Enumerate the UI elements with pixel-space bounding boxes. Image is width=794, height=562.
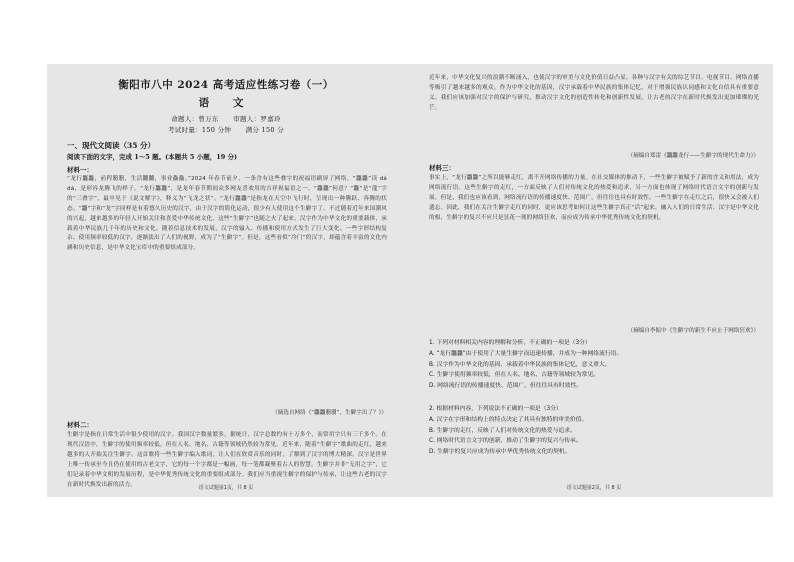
subsection-heading: 阅读下面的文字，完成 1～5 题。(本题共 5 小题，19 分) bbox=[67, 153, 238, 161]
material-1-source: （摘选自网络《“龘龘朤朤”，生僻字出了？》） bbox=[272, 410, 387, 416]
section-heading: 一、现代文阅读（35 分） bbox=[67, 141, 156, 150]
material-2-text: 生僻字是指在日常生活中很少使用的汉字。我国汉字数量繁多，据统计，汉字总数约有十万多个，而常用字只有三千多个。在现代汉语中，生僻字的使用频率较低，但在人名、地名、古籍等领域仍然较为常见。近年来，随着“生僻字”歌曲的走红，越来越多的人开始关注生僻字。这首歌将一些生僻字编入歌词，让人们在欣赏音乐的同时，了解到了汉字的博大精深。汉字是世界上唯一传承至今且仍在使用的古老文字，它的每一个字都是一幅画，每一笔都凝聚着古人的智慧。生僻字并非“无用之字”，它们记录着中华文明的发展历程，是中华优秀传统文化的重要组成部分。我们应当重视生僻字的保护与传承，让这些古老的汉字在新时代焕发出新的活力。 bbox=[67, 432, 387, 488]
question-1 bbox=[429, 338, 759, 394]
setter: 命题人：曾万东 bbox=[171, 115, 219, 123]
exam-meta-people bbox=[47, 114, 405, 123]
material-1-label: 材料一： bbox=[67, 166, 93, 174]
duration: 考试时量：150 分钟 bbox=[167, 126, 232, 134]
material-1-text: “龙行龘龘，前程朤朤，生活䲜䲜，事业鱻鱻。”2024 年春节前夕，一条含有这些叠字的祝福语刷屏了网络。“龘龘”读 dá dá，是形容龙腾飞的样子。“龙行龘龘”，是龙年春节期间众多网友喜欢用的吉祥祝福语之一。“龘龘”何意？“龘”是“龍”字的“三叠字”，最早见于《说文解字》，释义为“飞龙之状”。“龙行龘龘”是指龙在天空中飞行时，呈现出一种腾跃、奔腾的状态。“龘”字和“龙”字同样是有着悠久历史的汉字，由于汉字的简化运动，很少有人使用这个生僻字了。不过随着近年来国潮风的兴起，越来越多的年轻人开始关注和喜爱中华传统文化，这些“生僻字”也随之火了起来。汉字作为中华文化的重要载体，承载着中华民族几千年的历史和文化。随着信息技术的发展，汉字的输入、传播和使用方式发生了巨大变化。一些字形结构复杂、使用频率较低的汉字，逐渐淡出了人们的视野，成为了“生僻字”。但是，这些看似“冷门”的汉字，却蕴含着丰富的文化内涵和历史信息，是中华文化宝库中的重要组成部分。 bbox=[67, 176, 387, 252]
reviewer: 审题人：罗嘉玲 bbox=[233, 115, 281, 123]
intro-text: 近年来，中华文化复兴的浪潮不断涌入，也使汉字的审美与文化价值日益凸显。各种与汉字有关的综艺节目、电视节目、网络直播等吸引了越来越多的观众。作为中华文化的基因，汉字承载着中华民族的集体记忆，对于增强民族认同感和文化自信具有重要意义。我们应该加强对汉字的保护与研究，推动汉字文化的创造性转化和创新性发展，让古老的汉字在新时代焕发出更加璀璨的光芒。 bbox=[429, 75, 759, 111]
full-score: 满分 150 分 bbox=[245, 126, 285, 134]
material-3-source: （摘编自李振中《生僻字的新生不应止于网络狂欢》） bbox=[627, 328, 759, 334]
question-1-option-a: A. “龙行龘龘”由于使用了大量生僻字而迅速传播，并成为一种网络流行语。 bbox=[429, 350, 623, 357]
intro-source: （摘编自郑雷《龘龘龙行——生僻字的现代生命力》） bbox=[627, 153, 759, 159]
exam-subject: 语 文 bbox=[198, 97, 254, 109]
page-footer: 语文试题第1页，共 8 页 bbox=[198, 485, 254, 491]
exam-meta-time bbox=[47, 125, 405, 134]
left-page bbox=[47, 64, 405, 497]
page-footer: 语文试题第2页，共 8 页 bbox=[566, 485, 622, 491]
question-2 bbox=[429, 404, 759, 460]
material-3-text: 事实上，“龙行龘龘”之所以能够走红，离不开网络传播的力量。在社交媒体的推动下，一些生僻字被赋予了新的含义和用法，成为网络流行语。这些生僻字的走红，一方面反映了人们对传统文化的热爱和追求，另一方面也体现了网络时代语言文字的创新与发展。但是，我们也应该看到，网络流行语的传播速度快、范围广，但往往也具有时效性。一些生僻字在走红之后，很快又会被人们遗忘。因此，我们在关注生僻字走红的同时，更应该思考如何让这些生僻字真正“活”起来，融入人们的日常生活。汉字是中华文化的根，生僻字的复兴不应只是昙花一现的网络狂欢，而应成为传承中华优秀传统文化的契机。 bbox=[429, 175, 759, 221]
question-2-option-c: C. 网络时代语言文字的创新，推动了生僻字的复兴与传承。 bbox=[429, 438, 582, 445]
question-1-stem: 1. 下列对材料相关内容的理解和分析，不正确的一项是（3分） bbox=[429, 340, 591, 346]
material-2-label: 材料二： bbox=[67, 421, 93, 429]
question-1-option-d: D. 网络流行语的传播速度快、范围广，但往往具有时效性。 bbox=[429, 383, 583, 390]
question-2-option-a: A. 汉字在字形和结构上的特点决定了其具有独特的审美价值。 bbox=[429, 416, 588, 423]
question-2-option-b: B. 生僻字的走红，反映了人们对传统文化的热爱与追求。 bbox=[429, 427, 576, 434]
material-3-label: 材料三： bbox=[429, 164, 455, 172]
question-1-option-b: B. 汉字作为中华文化的基因，承载着中华民族的集体记忆，意义重大。 bbox=[429, 361, 611, 368]
exam-sheet bbox=[47, 64, 773, 497]
question-2-stem: 2. 根据材料内容，下列说法不正确的一项是（3分） bbox=[429, 406, 562, 412]
right-page bbox=[415, 64, 773, 497]
exam-title: 衡阳市八中 2024 高考适应性练习卷（一） bbox=[118, 79, 334, 91]
question-2-option-d: D. 生僻字的复兴应成为传承中华优秀传统文化的契机。 bbox=[429, 449, 571, 456]
question-1-option-c: C. 生僻字使用频率较低，但在人名、地名、古籍等领域较为常见。 bbox=[429, 372, 600, 379]
